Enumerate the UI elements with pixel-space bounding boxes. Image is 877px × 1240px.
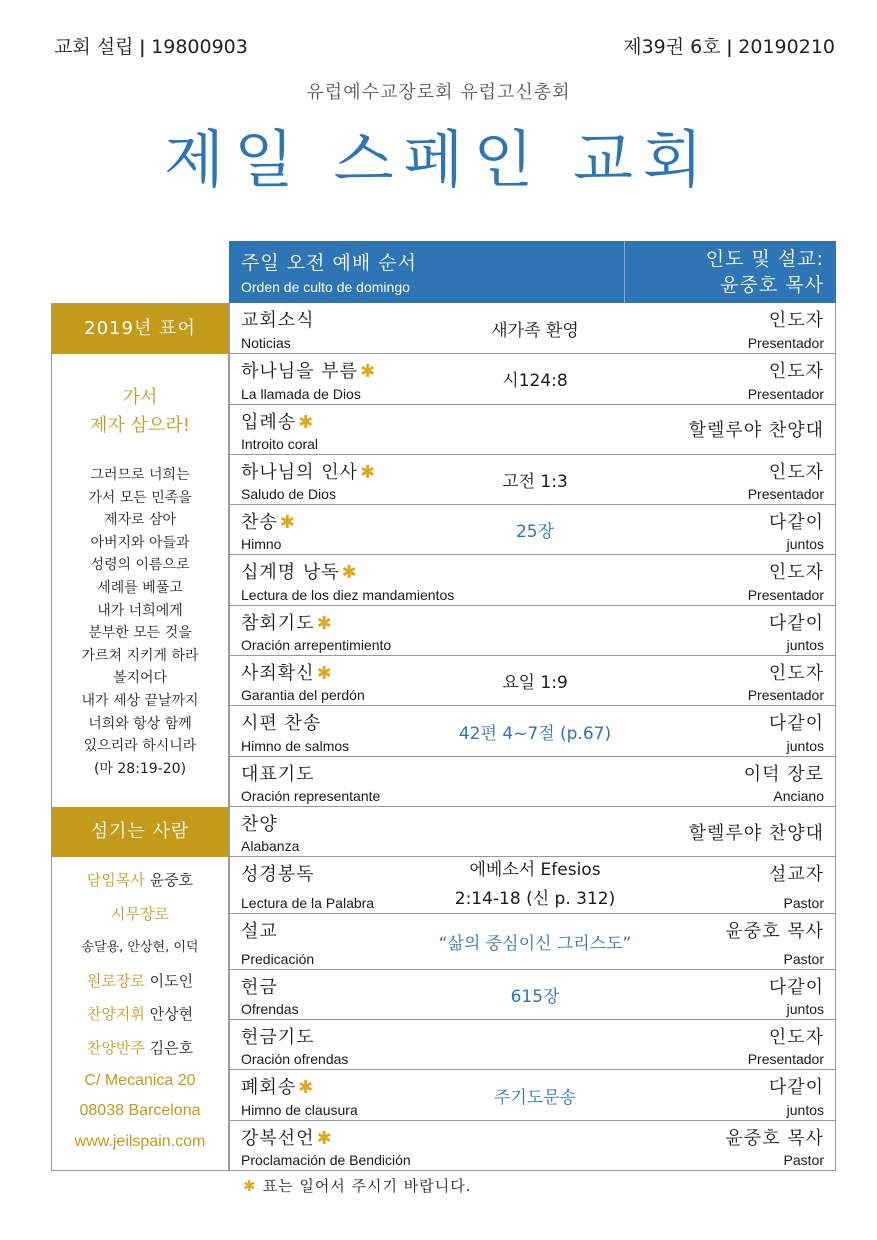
order-leader-ko: 다같이 [768,713,824,735]
server-role: 원로장로 [86,971,145,990]
order-leader-ko: 다같이 [768,976,824,998]
motto-verse-line: 분부한 모든 것을 [88,625,192,642]
order-leader-es: juntos [786,1001,824,1018]
order-leader-ko: 인도자 [768,663,824,685]
order-item-es: Himno de clausura [241,1101,358,1118]
order-item-ko-text: 참회기도 [241,612,315,634]
order-item-content [420,970,650,1019]
order-leader-ko: 윤중호 목사 [725,1127,824,1149]
order-item-es: Proclamación de Bendición [241,1152,411,1169]
order-leader-es: Pastor [783,894,824,911]
order-leader-ko: 다같이 [768,512,824,534]
motto-verse-line: 가서 모든 민족을 [88,489,192,506]
order-item-content-line: 시124:8 [502,371,568,392]
order-item-ko-text: 십계명 낭독 [241,562,340,584]
order-leader-ko: 윤중호 목사 [725,920,824,942]
server-elders-role [52,898,228,932]
website-link[interactable]: www.jeilspain.com [74,1132,206,1150]
order-row [230,454,835,504]
motto-verse-line: 제자로 삼아 [103,512,177,529]
order-item-ko [241,508,296,534]
order-item-es: Predicación [241,950,315,967]
address-city: 08038 Barcelona [79,1102,201,1120]
order-leader-ko: 인도자 [768,461,824,483]
order-leader-es: Presentador [747,335,824,352]
order-item-ko [241,408,314,434]
footnote-text: 표는 일어서 주시기 바랍니다. [262,1177,472,1195]
star-icon: ✱ [316,663,333,685]
order-leader-ko: 할렐루야 찬양대 [688,420,824,442]
order-item-content-line: 615장 [510,987,560,1007]
server-pastor [52,864,228,898]
address-street: C/ Mecanica 20 [84,1071,196,1089]
order-item-content [420,1070,650,1119]
order-leader-ko: 설교자 [768,864,824,886]
order-leader-ko: 다같이 [768,1077,824,1099]
order-item-ko [241,357,376,383]
motto-verse-line: 그러므로 너희는 [90,467,190,483]
server-name: 이도인 [149,971,194,990]
order-item-ko [241,917,278,943]
order-item-content-line: 에베소서 Efesios [469,859,601,880]
order-item-ko-text: 교회소식 [241,310,315,331]
order-leader-es: juntos [786,536,824,553]
order-leader-ko: 할렐루야 찬양대 [688,822,824,844]
order-table [229,303,836,1171]
order-item-ko [241,1124,333,1150]
order-leader-ko: 인도자 [768,310,824,331]
motto-title-line: 가서 [122,387,158,408]
order-row [230,404,835,454]
star-icon: ✱ [316,1127,333,1149]
order-item-ko-text: 시편 찬송 [241,713,322,735]
server-accompanist [52,1032,228,1066]
order-leader-es: juntos [786,637,824,654]
star-icon: ✱ [298,411,315,433]
order-item-content [420,857,650,912]
order-row [230,1069,835,1119]
order-item-ko-text: 대표기도 [241,763,315,785]
motto-verse-line: 있으리라 하시니라 [83,738,197,755]
order-item-ko-text: 찬송 [241,512,278,534]
order-leader-es: Anciano [773,787,824,804]
server-honorary [52,965,228,999]
order-item-content-line: 고전 1:3 [502,472,568,493]
order-row [230,856,835,912]
server-elders-names: 송달용, 안상현, 이덕 [81,940,199,956]
order-item-ko-text: 강복선언 [241,1127,315,1149]
order-row [230,1019,835,1069]
header-divider [624,241,625,303]
order-header [229,241,836,303]
order-item-ko-text: 설교 [241,920,278,942]
order-row [230,353,835,403]
order-row [230,756,835,806]
footnote [243,1175,472,1196]
order-item-ko [241,760,315,786]
motto-verse-line: 성령의 이름으로 [90,557,190,574]
founding-date: 교회 설립 ǀ 19800903 [54,36,248,58]
motto-title-line: 제자 삼으라! [90,415,190,436]
order-item-content-line: 새가족 환영 [491,320,579,341]
order-item-content [420,656,650,705]
order-leader-es: Pastor [783,950,824,967]
order-item-es: La llamada de Dios [241,385,361,402]
order-title-ko: 주일 오전 예배 순서 [241,252,417,274]
order-header-title [241,248,417,295]
order-item-content-line: 주기도문송 [493,1087,577,1108]
order-item-content [420,455,650,504]
order-leader-es: Presentador [747,687,824,704]
order-item-es: Himno de salmos [241,737,350,754]
order-item-ko-text: 입례송 [241,411,297,433]
order-leader-es: Presentador [747,486,824,503]
order-row [230,969,835,1019]
server-role: 찬양지휘 [86,1005,145,1024]
order-item-es: Noticias [241,335,291,352]
order-item-content [420,914,650,969]
order-item-es: Oración ofrendas [241,1051,349,1068]
order-item-ko [241,306,315,332]
motto-title [52,384,228,440]
issue-number: 제39권 6호 ǀ 20190210 [623,36,835,58]
order-row [230,1120,835,1170]
order-item-content-line: 42편 4~7절 (p.67) [458,723,612,744]
order-leader-es: Pastor [783,1152,824,1169]
order-item-ko-text: 사죄확신 [241,663,315,685]
server-name: 윤중호 [149,871,194,889]
order-item-ko-text: 폐회송 [241,1077,297,1099]
server-name: 안상현 [149,1005,194,1024]
order-item-content [420,706,650,755]
order-leader-es: Presentador [747,385,824,402]
denomination: 유럽예수교장로회 유럽고신총회 [306,82,571,103]
order-leader-es: Presentador [747,586,824,603]
star-icon: ✱ [316,612,333,634]
leader-label: 인도 및 설교: [705,248,824,270]
order-row [230,913,835,969]
order-item-ko [241,558,358,584]
servers-list [52,864,228,1157]
order-item-ko [241,1073,314,1099]
order-item-content-line: 2:14-18 (신 p. 312) [454,888,616,909]
order-item-ko [241,1023,315,1049]
church-name: 제일 스페인 교회 [164,123,713,196]
order-item-es: Oración arrepentimiento [241,637,392,654]
order-leader-ko: 이덕 장로 [743,763,824,785]
motto-verse [52,464,228,780]
order-title-es: Orden de culto de domingo [241,279,410,295]
order-item-es: Ofrendas [241,1001,299,1018]
order-leader-ko: 인도자 [768,562,824,584]
order-item-es: Introito coral [241,435,319,452]
order-item-ko [241,860,315,886]
order-leader-es: juntos [786,1101,824,1118]
order-row [230,303,835,353]
order-leader-ko: 인도자 [768,1027,824,1049]
star-icon: ✱ [298,1077,315,1099]
star-icon: ✱ [279,512,296,534]
order-header-leader [706,246,824,298]
order-item-content [420,354,650,403]
server-role: 시무장로 [111,904,169,923]
order-item-ko [241,458,376,484]
order-item-ko [241,810,278,836]
server-choir-leader [52,998,228,1032]
order-row [230,554,835,604]
order-item-content [420,505,650,554]
order-item-es: Alabanza [241,838,300,855]
leader-name: 윤중호 목사 [720,274,824,296]
motto-verse-line: 아버지와 아들과 [90,534,190,551]
star-icon: ✱ [360,461,377,483]
servers-heading: 섬기는 사람 [52,807,228,857]
order-item-ko [241,973,278,999]
order-item-ko-text: 성경봉독 [241,864,315,886]
motto-verse-line: 볼지어다 [112,670,168,687]
motto-verse-line: (마 28:19-20) [93,760,187,777]
motto-heading: 2019년 표어 [52,304,228,354]
order-leader-ko: 다같이 [768,612,824,634]
order-item-ko [241,609,333,635]
order-item-es: Lectura de la Palabra [241,894,375,911]
motto-verse-line: 내가 너희에게 [97,602,183,619]
order-item-content-line: 25장 [515,522,555,543]
order-leader-ko: 인도자 [768,361,824,383]
order-row [230,655,835,705]
motto-verse-line: 가르쳐 지키게 하라 [81,647,199,664]
sidebar [51,303,229,1171]
order-row [230,705,835,755]
server-name: 김은호 [149,1038,194,1057]
order-item-ko-text: 찬양 [241,813,278,835]
order-item-content-line: 요일 1:9 [502,673,568,694]
order-item-es: Oración representante [241,787,381,804]
order-row [230,605,835,655]
motto-verse-line: 내가 세상 끝날까지 [81,692,199,709]
motto-verse-line: 너희와 항상 함께 [88,715,192,732]
star-icon: ✱ [243,1177,257,1195]
order-item-ko-text: 하나님을 부름 [241,361,359,383]
order-item-es: Lectura de los diez mandamientos [241,586,455,603]
order-item-ko-text: 헌금 [241,976,278,998]
order-item-es: Himno [241,536,282,553]
order-item-ko-text: 하나님의 인사 [241,461,359,483]
order-item-ko [241,659,333,685]
order-item-es: Saludo de Dios [241,486,336,503]
server-role: 담임목사 [86,871,145,889]
order-item-ko [241,709,321,735]
order-item-content-line: “삶의 중심이신 그리스도” [438,933,632,954]
order-item-ko-text: 헌금기도 [241,1027,315,1049]
order-item-content [420,303,650,353]
order-leader-es: juntos [786,737,824,754]
server-role: 찬양반주 [86,1038,145,1057]
order-row [230,504,835,554]
order-row [230,806,835,856]
motto-verse-line: 세례를 베풀고 [97,579,183,596]
order-leader-es: Presentador [747,1051,824,1068]
star-icon: ✱ [341,562,358,584]
star-icon: ✱ [360,361,377,383]
order-item-es: Garantia del perdón [241,687,365,704]
